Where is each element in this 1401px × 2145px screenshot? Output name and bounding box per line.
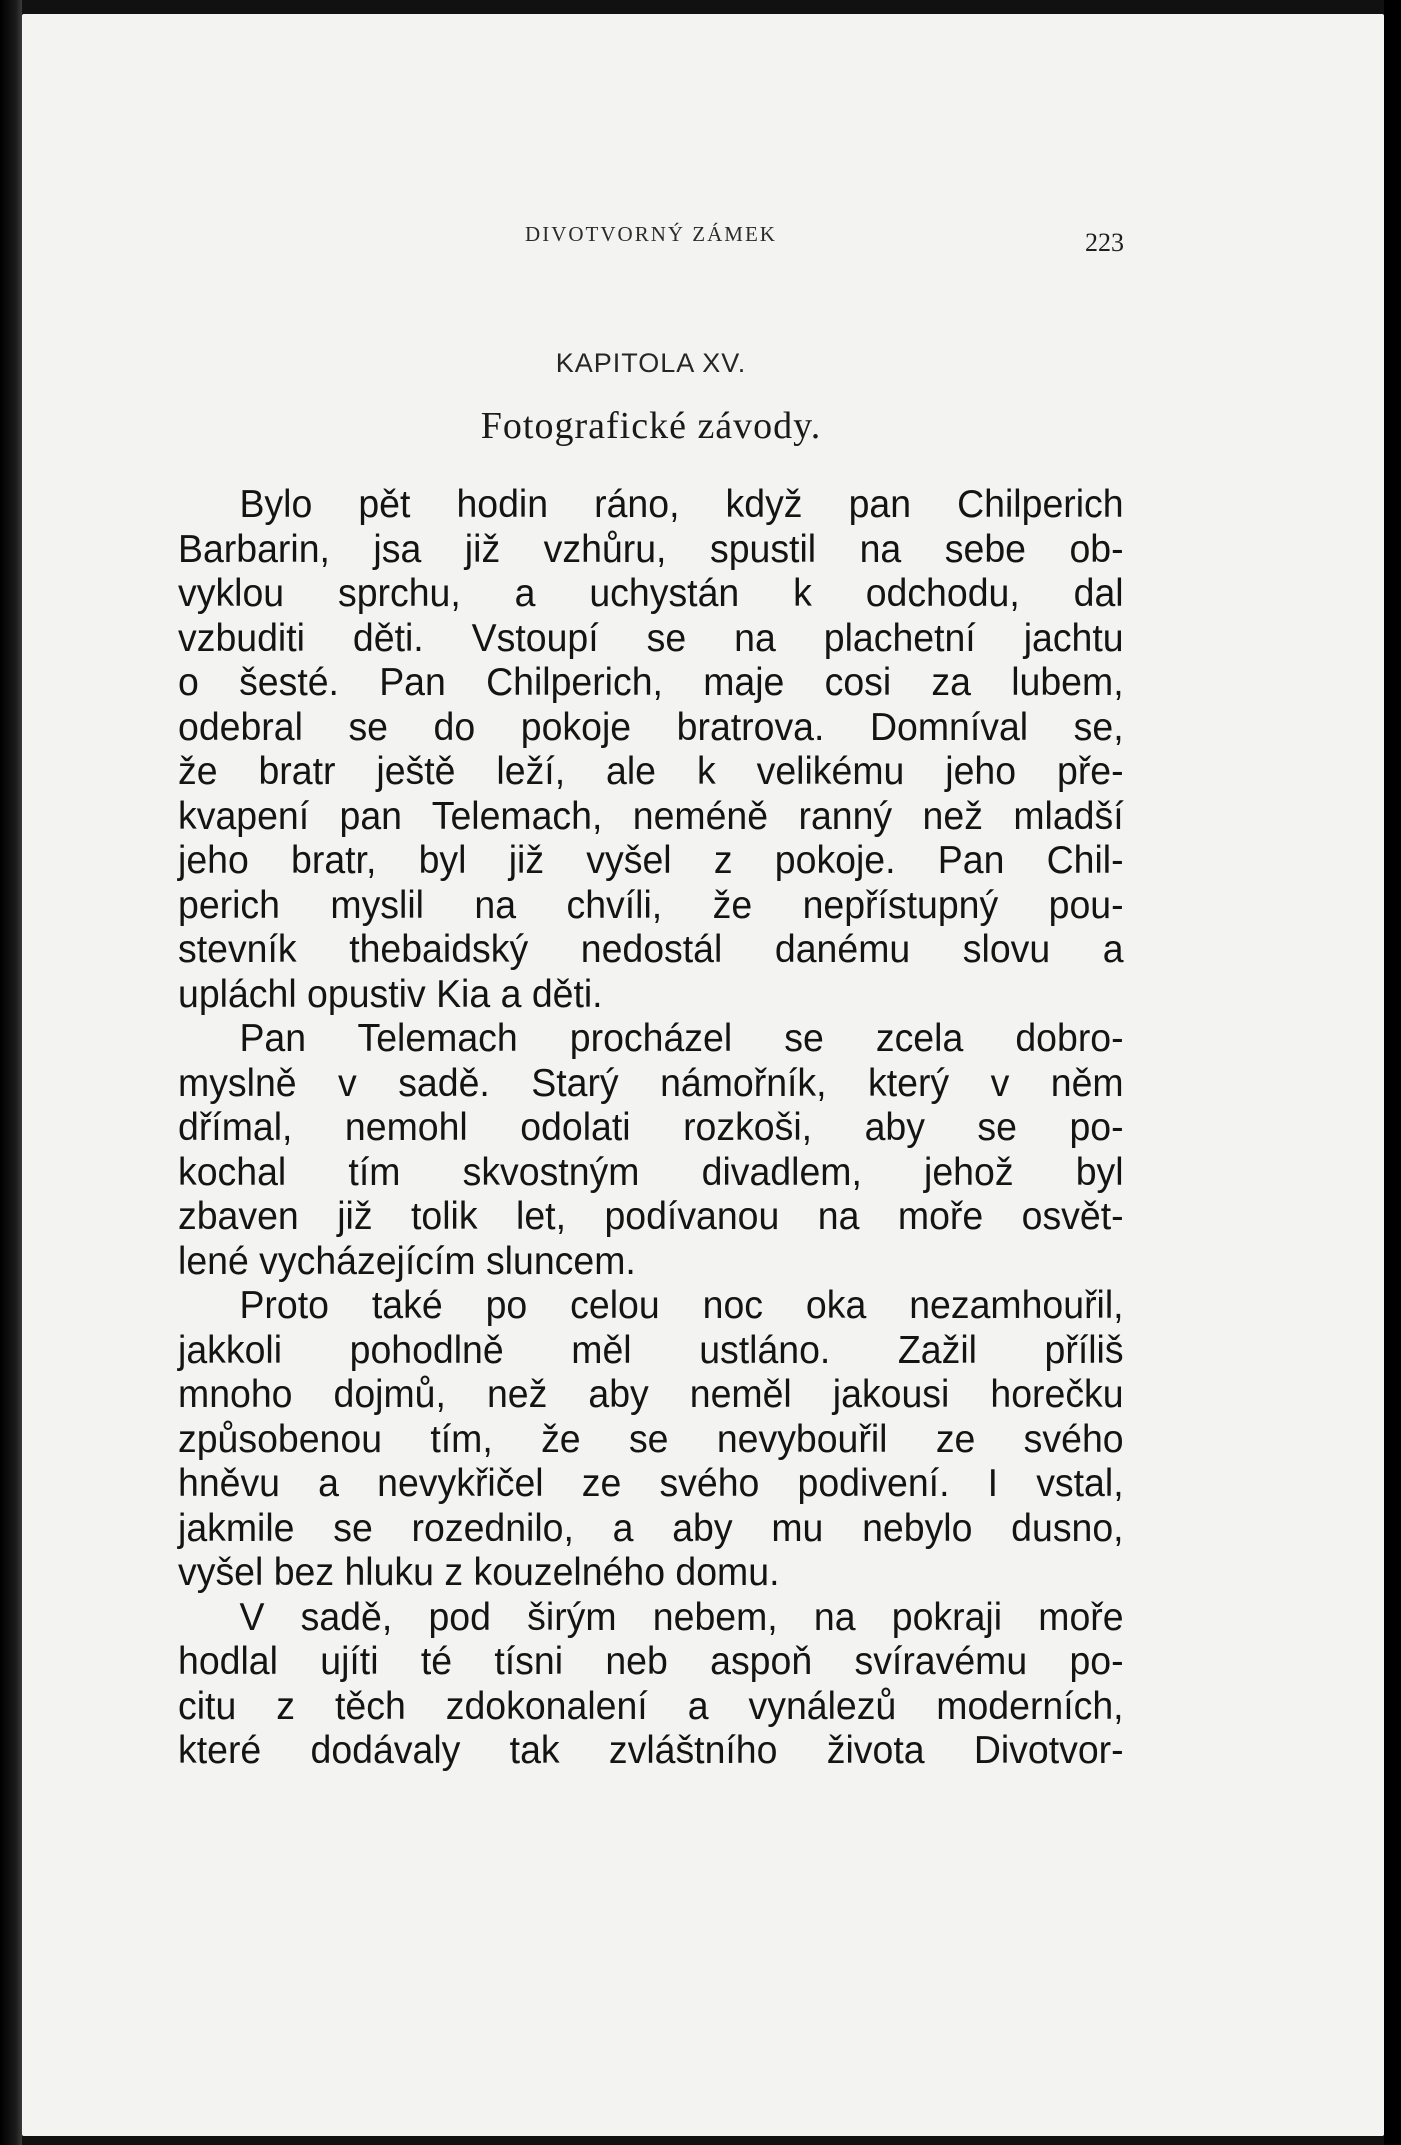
text-line: které dodávaly tak zvláštního života Divotvor-: [178, 1729, 1124, 1772]
text-line: hněvu a nevykřičel ze svého podivení. I vstal,: [178, 1462, 1124, 1505]
text-line: kvapení pan Telemach, neméně ranný než mladší: [178, 794, 1124, 838]
text-line: vyšel bez hluku z kouzelného domu.: [178, 1551, 780, 1594]
text-line: jeho bratr, byl již vyšel z pokoje. Pan Chil-: [178, 839, 1124, 882]
text-line: Proto také po celou noc oka nezamhouřil,: [239, 1284, 1124, 1327]
text-line: Barbarin, jsa již vzhůru, spustil na sebe ob-: [178, 527, 1124, 571]
text-line: jakmile se rozednilo, a aby mu nebylo dusno,: [178, 1506, 1124, 1550]
text-line: zbaven již tolik let, podívanou na moře osvět-: [178, 1195, 1124, 1238]
scan-border-left: [0, 0, 22, 2145]
text-line: perich myslil na chvíli, že nepřístupný pou-: [178, 883, 1124, 927]
text-line: stevník thebaidský nedostál danému slovu a: [178, 928, 1124, 971]
text-line: myslně v sadě. Starý námořník, který v něm: [178, 1061, 1124, 1105]
text-line: hodlal ujíti té tísni neb aspoň svíravému po-: [178, 1640, 1124, 1683]
text-line: jakkoli pohodlně měl ustláno. Zažil příliš: [178, 1328, 1124, 1372]
text-line: citu z těch zdokonalení a vynálezů moderních,: [178, 1684, 1124, 1728]
running-title: DIVOTVORNÝ ZÁMEK: [525, 222, 777, 246]
scan-border-right: [1384, 0, 1401, 2145]
text-line: že bratr ještě leží, ale k velikému jeho pře-: [178, 750, 1124, 793]
body-text: [178, 483, 1124, 1774]
running-header: [178, 222, 1124, 262]
page-number: 223: [1085, 228, 1124, 257]
text-line: lené vycházejícím sluncem.: [178, 1239, 636, 1283]
text-line: o šesté. Pan Chilperich, maje cosi za lubem,: [178, 661, 1124, 704]
text-line: vzbuditi děti. Vstoupí se na plachetní jachtu: [178, 616, 1124, 660]
text-line: mnoho dojmů, než aby neměl jakousi horečku: [178, 1373, 1124, 1416]
chapter-label: KAPITOLA XV.: [555, 348, 747, 378]
text-line: způsobenou tím, že se nevybouřil ze svého: [178, 1417, 1124, 1461]
text-line: Pan Telemach procházel se zcela dobro-: [239, 1017, 1124, 1060]
text-line: odebral se do pokoje bratrova. Domníval se,: [178, 705, 1124, 749]
text-line: Bylo pět hodin ráno, když pan Chilperich: [239, 483, 1124, 526]
text-line: kochal tím skvostným divadlem, jehož byl: [178, 1150, 1124, 1194]
text-line: upláchl opustiv Kia a děti.: [178, 972, 603, 1016]
text-line: V sadě, pod širým nebem, na pokraji moře: [239, 1595, 1124, 1639]
text-line: vyklou sprchu, a uchystán k odchodu, dal: [178, 572, 1124, 615]
text-line: dřímal, nemohl odolati rozkoši, aby se po-: [178, 1106, 1124, 1149]
chapter-title: Fotografické závody.: [480, 405, 822, 447]
